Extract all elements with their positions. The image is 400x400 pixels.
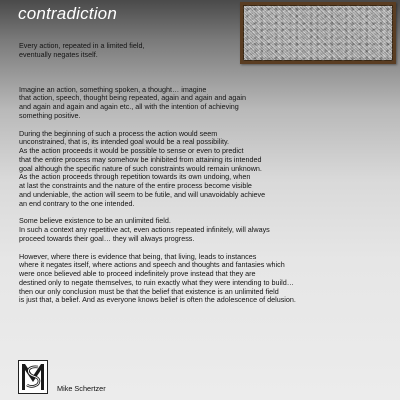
essay-paragraph-3: Some believe existence to be an unlimited field. In such a context any repetitive act, even actions repeated infinitely, will always proceed towards their goal… they will always progress. — [19, 216, 270, 243]
author-name: Mike Schertzer — [57, 384, 106, 393]
essay-body — [19, 42, 391, 305]
essay-paragraph-4: However, where there is evidence that being, that living, leads to instances where it negates itself, where actions and speech and thoughts and fantasies which were once believed able to proceed indefinitely prove instead that they are destined only to negate themselves, to ruin exactly what they were intending to build… then our only conclusion must be that the belief that existence is an unlimited field is just that, a belief. And as everyone knows belief is often the adolescence of delusion. — [19, 251, 296, 305]
essay-paragraph-1: Imagine an action, something spoken, a thought… imagine that action, speech, thought being repeated, again and again and again and again and again and again etc., all with the intention of achieving something positive. — [19, 84, 246, 120]
ms-monogram-svg — [19, 361, 47, 393]
ms-monogram-icon[interactable] — [18, 360, 48, 394]
essay-intro: Every action, repeated in a limited field, eventually negates itself. — [19, 41, 145, 59]
page-title: contradiction — [18, 4, 117, 23]
essay-paragraph-2: During the beginning of such a process the action would seem unconstrained, that is, its intended goal would be a real possibility. As the action proceeds it would be possible to sense or even to predict that the entire process may somehow be inhibited from attaining its intended goal although the specific nature of such constraints would remain unknown. As the action proceeds through repetition towards its own undoing, when at last the constraints and the nature of the entire process become visible and undeniable, the action will seem to be futile, and will unavoidably achieve an end contrary to the one intended. — [19, 128, 266, 208]
